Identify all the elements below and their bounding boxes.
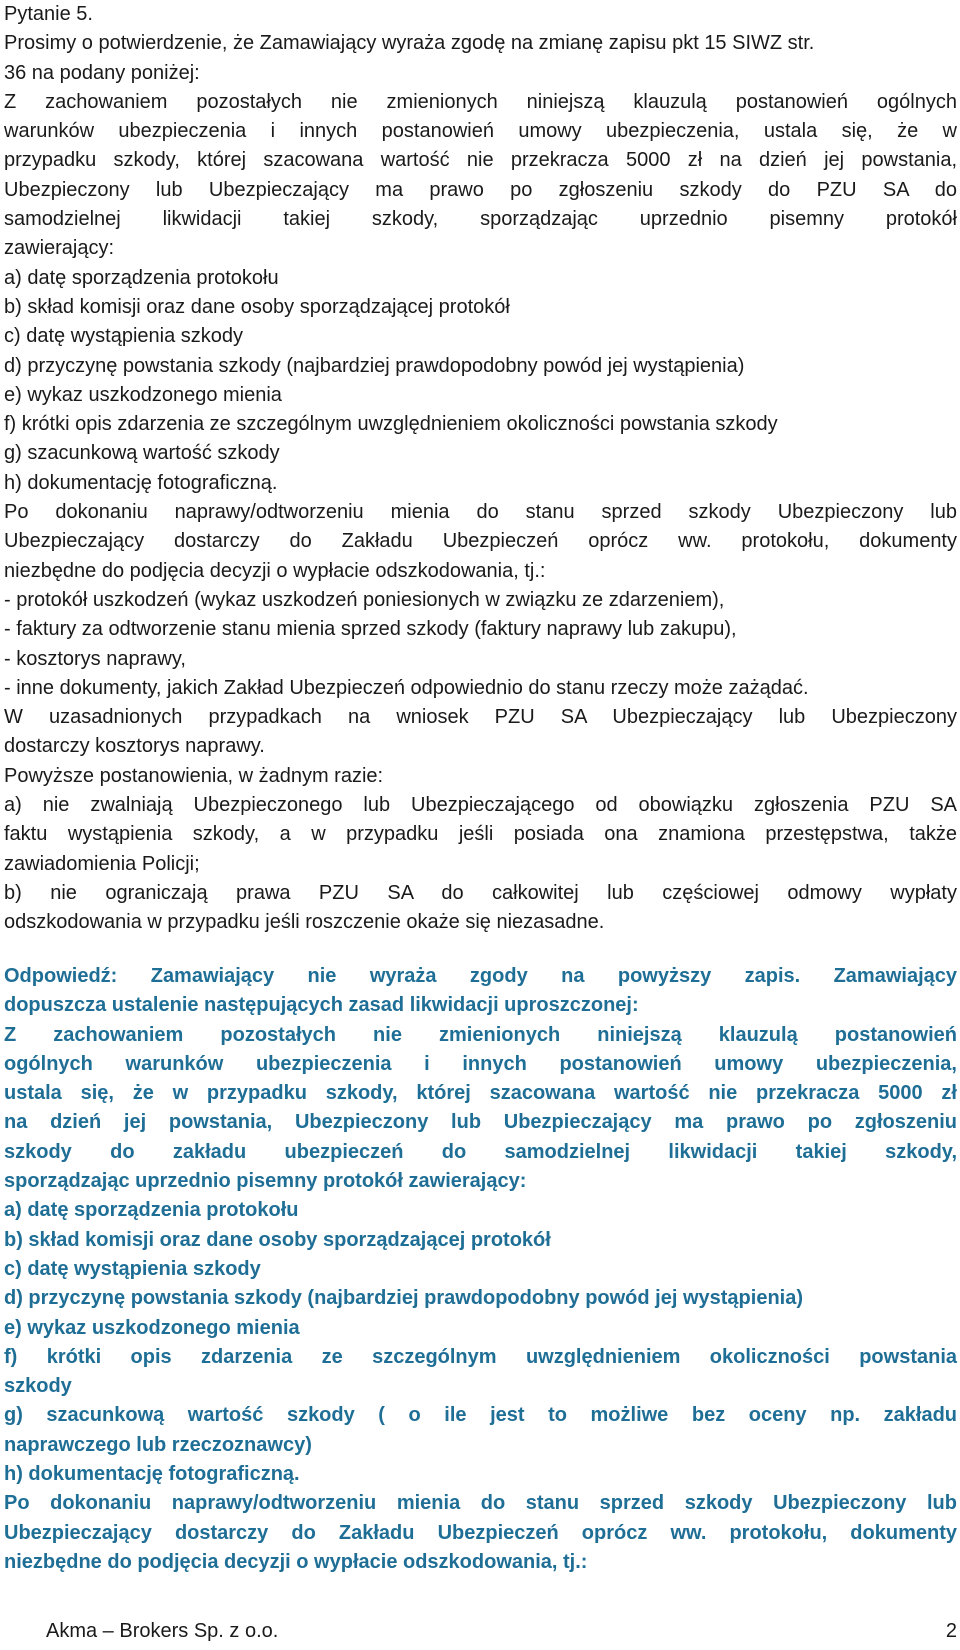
answer-line: Po dokonaniu naprawy/odtworzeniu mienia do stanu sprzed szkody Ubezpieczony lub: [4, 1492, 957, 1515]
question-line: odszkodowania w przypadku jeśli roszczenie okaże się niezasadne.: [4, 911, 605, 934]
question-line: b) skład komisji oraz dane osoby sporządzającej protokół: [4, 295, 510, 318]
footer-company: Akma – Brokers Sp. z o.o.: [46, 1620, 279, 1642]
question-line: - protokół uszkodzeń (wykaz uszkodzeń poniesionych w związku ze zdarzeniem),: [4, 588, 725, 611]
question-line: Ubezpieczający dostarczy do Zakładu Ubezpieczeń oprócz ww. protokołu, dokumenty: [4, 530, 957, 553]
question-line: a) nie zwalniają Ubezpieczonego lub Ubezpieczającego od obowiązku zgłoszenia PZU SA: [4, 794, 957, 817]
question-line: samodzielnej likwidacji takiej szkody, sporządzając uprzednio pisemny protokół: [4, 208, 957, 231]
question-line: d) przyczynę powstania szkody (najbardziej prawdopodobny powód jej wystąpienia): [4, 354, 745, 377]
question-line: h) dokumentację fotograficzną.: [4, 471, 278, 494]
question-line: W uzasadnionych przypadkach na wniosek PZU SA Ubezpieczający lub Ubezpieczony: [4, 706, 957, 729]
answer-line: ustala się, że w przypadku szkody, której szacowana wartość nie przekracza 5000 zł: [4, 1082, 957, 1105]
answer-line: Z zachowaniem pozostałych nie zmienionych niniejszą klauzulą postanowień: [4, 1023, 957, 1046]
question-line: niezbędne do podjęcia decyzji o wypłacie odszkodowania, tj.:: [4, 559, 546, 582]
question-line: Po dokonaniu naprawy/odtworzeniu mienia do stanu sprzed szkody Ubezpieczony lub: [4, 501, 957, 524]
question-line: - inne dokumenty, jakich Zakład Ubezpieczeń odpowiednio do stanu rzeczy może zażądać.: [4, 676, 809, 699]
answer-line: h) dokumentację fotograficzną.: [4, 1463, 300, 1486]
answer-line: szkody: [4, 1375, 72, 1398]
answer-line: na dzień jej powstania, Ubezpieczony lub Ubezpieczający ma prawo po zgłoszeniu: [4, 1111, 957, 1134]
question-line: przypadku szkody, której szacowana wartość nie przekracza 5000 zł na dzień jej powstania,: [4, 149, 957, 172]
answer-line: g) szacunkową wartość szkody ( o ile jest to możliwe bez oceny np. zakładu: [4, 1404, 957, 1427]
question-line: Prosimy o potwierdzenie, że Zamawiający wyraża zgodę na zmianę zapisu pkt 15 SIWZ str.: [4, 32, 815, 55]
question-line: zawierający:: [4, 237, 115, 260]
page-footer: [4, 1620, 957, 1650]
page-number: 2: [945, 1620, 957, 1642]
answer-line: a) datę sporządzenia protokołu: [4, 1199, 299, 1222]
question-line: b) nie ograniczają prawa PZU SA do całkowitej lub częściowej odmowy wypłaty: [4, 881, 957, 904]
question-line: f) krótki opis zdarzenia ze szczególnym uwzględnieniem okoliczności powstania szkody: [4, 413, 778, 436]
question-line: Powyższe postanowienia, w żadnym razie:: [4, 764, 384, 787]
answer-line: b) skład komisji oraz dane osoby sporządzającej protokół: [4, 1228, 551, 1251]
answer-line: ogólnych warunków ubezpieczenia i innych postanowień umowy ubezpieczenia,: [4, 1052, 957, 1075]
answer-line: e) wykaz uszkodzonego mienia: [4, 1316, 300, 1339]
answer-line: dopuszcza ustalenie następujących zasad likwidacji uproszczonej:: [4, 994, 639, 1017]
document-page: [4, 0, 957, 1642]
question-line: Pytanie 5.: [4, 3, 93, 25]
question-line: dostarczy kosztorys naprawy.: [4, 735, 265, 758]
answer-line: d) przyczynę powstania szkody (najbardziej prawdopodobny powód jej wystąpienia): [4, 1287, 804, 1310]
answer-line: sporządzając uprzednio pisemny protokół zawierający:: [4, 1170, 527, 1193]
answer-line: szkody do zakładu ubezpieczeń do samodzielnej likwidacji takiej szkody,: [4, 1140, 957, 1163]
answer-block: [4, 962, 957, 1577]
question-line: Z zachowaniem pozostałych nie zmienionych niniejszą klauzulą postanowień ogólnych: [4, 90, 957, 113]
question-line: warunków ubezpieczenia i innych postanowień umowy ubezpieczenia, ustala się, że w: [4, 120, 957, 143]
question-line: 36 na podany poniżej:: [4, 61, 200, 84]
answer-line: Ubezpieczający dostarczy do Zakładu Ubezpieczeń oprócz ww. protokołu, dokumenty: [4, 1521, 957, 1544]
question-line: c) datę wystąpienia szkody: [4, 325, 244, 348]
question-line: a) datę sporządzenia protokołu: [4, 266, 279, 289]
answer-line: f) krótki opis zdarzenia ze szczególnym uwzględnieniem okoliczności powstania: [4, 1345, 957, 1368]
question-line: e) wykaz uszkodzonego mienia: [4, 383, 282, 406]
answer-line: c) datę wystąpienia szkody: [4, 1257, 261, 1280]
question-line: - faktury za odtworzenie stanu mienia sprzed szkody (faktury naprawy lub zakupu),: [4, 618, 737, 641]
question-block: [4, 0, 957, 938]
question-line: - kosztorys naprawy,: [4, 647, 186, 670]
question-line: Ubezpieczony lub Ubezpieczający ma prawo po zgłoszeniu szkody do PZU SA do: [4, 178, 957, 201]
question-line: g) szacunkową wartość szkody: [4, 442, 280, 465]
question-line: zawiadomienia Policji;: [4, 852, 200, 875]
answer-line: Odpowiedź: Zamawiający nie wyraża zgody na powyższy zapis. Zamawiający: [4, 965, 957, 987]
question-line: faktu wystąpienia szkody, a w przypadku jeśli posiada ona znamiona przestępstwa, także: [4, 823, 957, 846]
answer-line: niezbędne do podjęcia decyzji o wypłacie odszkodowania, tj.:: [4, 1550, 588, 1573]
answer-line: naprawczego lub rzeczoznawcy): [4, 1433, 312, 1456]
